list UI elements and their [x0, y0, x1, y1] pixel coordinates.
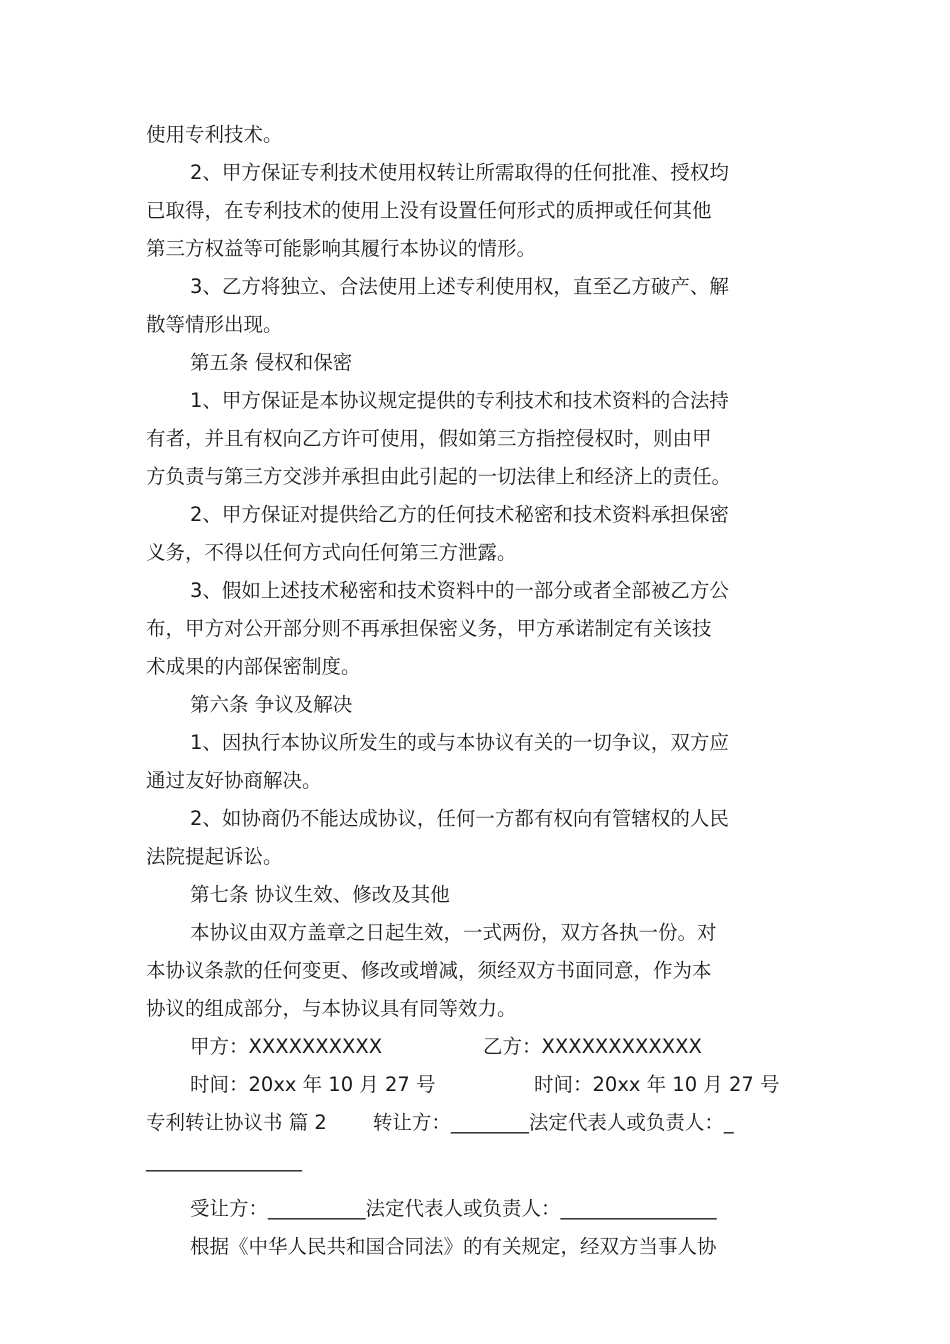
- transferor-line: 转让方：________法定代表人或负责人：_: [372, 1111, 734, 1134]
- paragraph-line: 使用专利技术。: [146, 123, 283, 146]
- paragraph-line: 第七条 协议生效、修改及其他: [190, 883, 450, 906]
- paragraph-line: 方负责与第三方交涉并承担由此引起的一切法律上和经济上的责任。: [146, 465, 732, 488]
- document-body: [146, 116, 806, 1266]
- party-b-label: 乙方：XXXXXXXXXXXX: [483, 1035, 702, 1058]
- paragraph-line: 2、甲方保证对提供给乙方的任何技术秘密和技术资料承担保密: [190, 503, 729, 526]
- paragraph: [146, 382, 806, 496]
- paragraph: [146, 116, 806, 154]
- paragraph-line: 3、假如上述技术秘密和技术资料中的一部分或者全部被乙方公: [190, 579, 729, 602]
- paragraph-line: 2、甲方保证专利技术使用权转让所需取得的任何批准、授权均: [190, 161, 729, 184]
- date-a-label: 时间：20xx 年 10 月 27 号: [190, 1073, 436, 1096]
- paragraph-line: 协议的组成部分，与本协议具有同等效力。: [146, 997, 517, 1020]
- intro-line: 根据《中华人民共和国合同法》的有关规定，经双方当事人协: [190, 1235, 717, 1258]
- signature-row-date: [146, 1066, 806, 1104]
- transferor-line-cont: ________________: [146, 1149, 302, 1172]
- paragraph: [146, 914, 806, 1028]
- paragraph-line: 有者，并且有权向乙方许可使用，假如第三方指控侵权时，则由甲: [146, 427, 712, 450]
- paragraph-list: [146, 116, 806, 1028]
- transferee-line: 受让方：__________法定代表人或负责人：________________: [190, 1197, 717, 1220]
- paragraph-line: 本协议由双方盖章之日起生效，一式两份，双方各执一份。对: [190, 921, 717, 944]
- paragraph-line: 通过友好协商解决。: [146, 769, 322, 792]
- paragraph-line: 术成果的内部保密制度。: [146, 655, 361, 678]
- paragraph-line: 1、因执行本协议所发生的或与本协议有关的一切争议，双方应: [190, 731, 729, 754]
- paragraph: [146, 686, 806, 724]
- paragraph-line: 2、如协商仍不能达成协议，任何一方都有权向有管辖权的人民: [190, 807, 729, 830]
- paragraph-line: 第六条 争议及解决: [190, 693, 353, 716]
- paragraph-line: 第三方权益等可能影响其履行本协议的情形。: [146, 237, 537, 260]
- paragraph: [146, 154, 806, 268]
- paragraph-line: 布，甲方对公开部分则不再承担保密义务，甲方承诺制定有关该技: [146, 617, 712, 640]
- section2-heading-line: [146, 1104, 806, 1142]
- paragraph: [146, 344, 806, 382]
- paragraph: [146, 572, 806, 686]
- paragraph-line: 散等情形出现。: [146, 313, 283, 336]
- paragraph-line: 法院提起诉讼。: [146, 845, 283, 868]
- paragraph: [146, 800, 806, 876]
- paragraph-line: 本协议条款的任何变更、修改或增减，须经双方书面同意，作为本: [146, 959, 712, 982]
- paragraph: [146, 496, 806, 572]
- signature-row-party: [146, 1028, 806, 1066]
- paragraph-line: 3、乙方将独立、合法使用上述专利使用权，直至乙方破产、解: [190, 275, 729, 298]
- paragraph-line: 1、甲方保证是本协议规定提供的专利技术和技术资料的合法持: [190, 389, 729, 412]
- date-b-label: 时间：20xx 年 10 月 27 号: [534, 1073, 780, 1096]
- paragraph: [146, 876, 806, 914]
- paragraph: [146, 268, 806, 344]
- party-a-label: 甲方：XXXXXXXXXX: [190, 1035, 383, 1058]
- paragraph-line: 已取得，在专利技术的使用上没有设置任何形式的质押或任何其他: [146, 199, 712, 222]
- paragraph-line: 义务，不得以任何方式向任何第三方泄露。: [146, 541, 517, 564]
- paragraph: [146, 724, 806, 800]
- paragraph-line: 第五条 侵权和保密: [190, 351, 353, 374]
- section2-heading: 专利转让协议书 篇 2: [146, 1111, 327, 1134]
